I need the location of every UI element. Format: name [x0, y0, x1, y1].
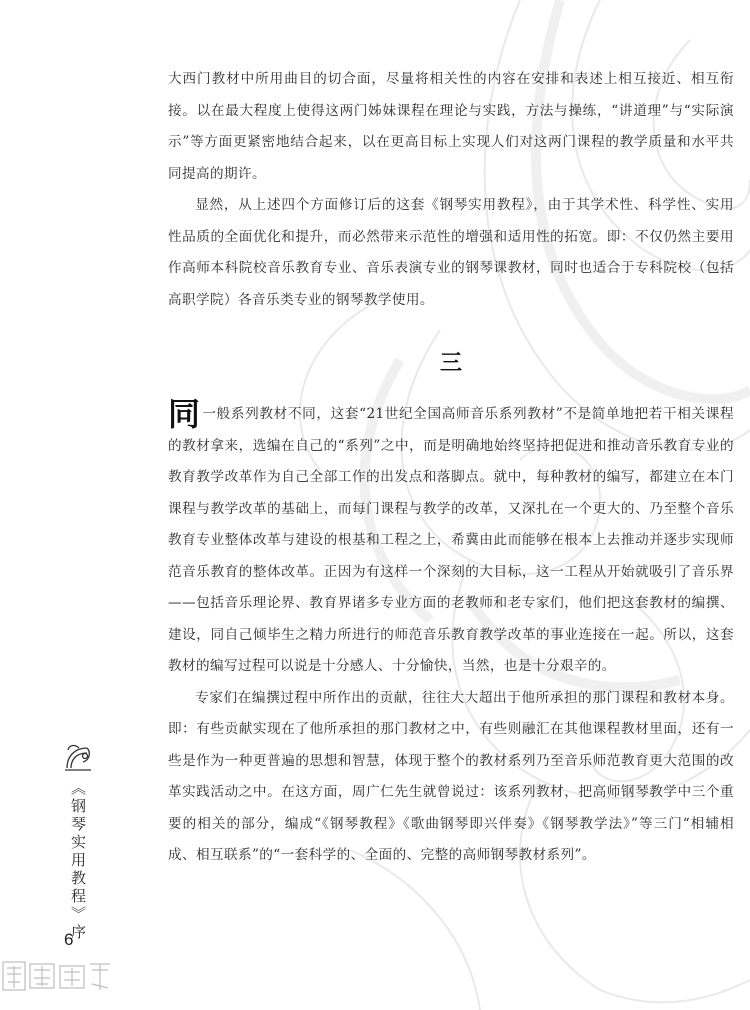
paragraph-4: 专家们在编撰过程中所作出的贡献，往往大大超出于他所承担的那门课程和教材本身。即：有些贡献实现在了他所承担的那门教材之中，有些则融汇在其他课程教材里面，还有一些是作为一种更普遍的思想和智慧，体现于整个的教材系列乃至音乐师范教育更大范围的改革实践活动之中。在这方面，周广仁先生就曾说过：该系列教材，把高师钢琴教学中三个重要的相关的部分，编成“《钢琴教程》《歌曲钢琴即兴伴奏》《钢琴教学法》”等三门“相辅相成、相互联系”的“一套科学的、全面的、完整的高师钢琴教材系列”。 — [168, 689, 734, 863]
paragraph-3 — [168, 395, 734, 683]
decorative-seal-stamp — [0, 958, 115, 996]
paragraph-2: 显然，从上述四个方面修订后的这套《钢琴实用教程》，由于其学术性、科学性、实用性品质的全面优化和提升，而必然带来示范性的增强和适用性的拓宽。即：不仅仍然主要用作高师本科院校音乐教育专业、音乐表演专业的钢琴课教材，同时也适合于专科院校（包括高职学院）各音乐类专业的钢琴教学使用。 — [168, 197, 734, 308]
floral-logo-icon — [61, 742, 95, 772]
paragraph-1: 大西门教材中所用曲目的切合面，尽量将相关性的内容在安排和表述上相互接近、相互衔接。以在最大程度上使得这两门姊妹课程在理论与实践，方法与操练，“讲道理”与“实际演示”等方面更紧密地结合起来，以在更高目标上实现人们对这两门课程的教学质量和水平共同提高的期许。 — [168, 71, 734, 182]
section-heading: 三 — [439, 350, 462, 376]
sidebar — [58, 742, 98, 942]
drop-cap: 同 — [168, 395, 201, 433]
page-number: 6 — [64, 930, 74, 949]
paragraph-3-text: 一般系列教材不同，这套“21世纪全国高师音乐系列教材”不是简单地把若干相关课程的教材拿来，选编在自己的“系列”之中，而是明确地始终坚持把促进和推动音乐教育专业的教育教学改革作为自己全部工作的出发点和落脚点。就中，每种教材的编写，都建立在本门课程与教学改革的基础上，而每门课程与教学的改革，又深扎在一个更大的、乃至整个音乐教育专业整体改革与建设的根基和工程之上，希冀由此而能够在根本上去推动并逐步实现师范音乐教育的整体改革。正因为有这样一个深刻的大目标，这一工程从开始就吸引了音乐界——包括音乐理论界、教育界诸多专业方面的老教师和老专家们，他们把这套教材的编撰、建设，同自己倾毕生之精力所进行的师范音乐教育教学改革的事业连接在一起。所以，这套教材的编写过程可以说是十分感人、十分愉快，当然，也是十分艰辛的。 — [168, 406, 734, 674]
main-text — [168, 64, 734, 872]
sidebar-title: 《钢琴实用教程》序 — [69, 780, 87, 942]
